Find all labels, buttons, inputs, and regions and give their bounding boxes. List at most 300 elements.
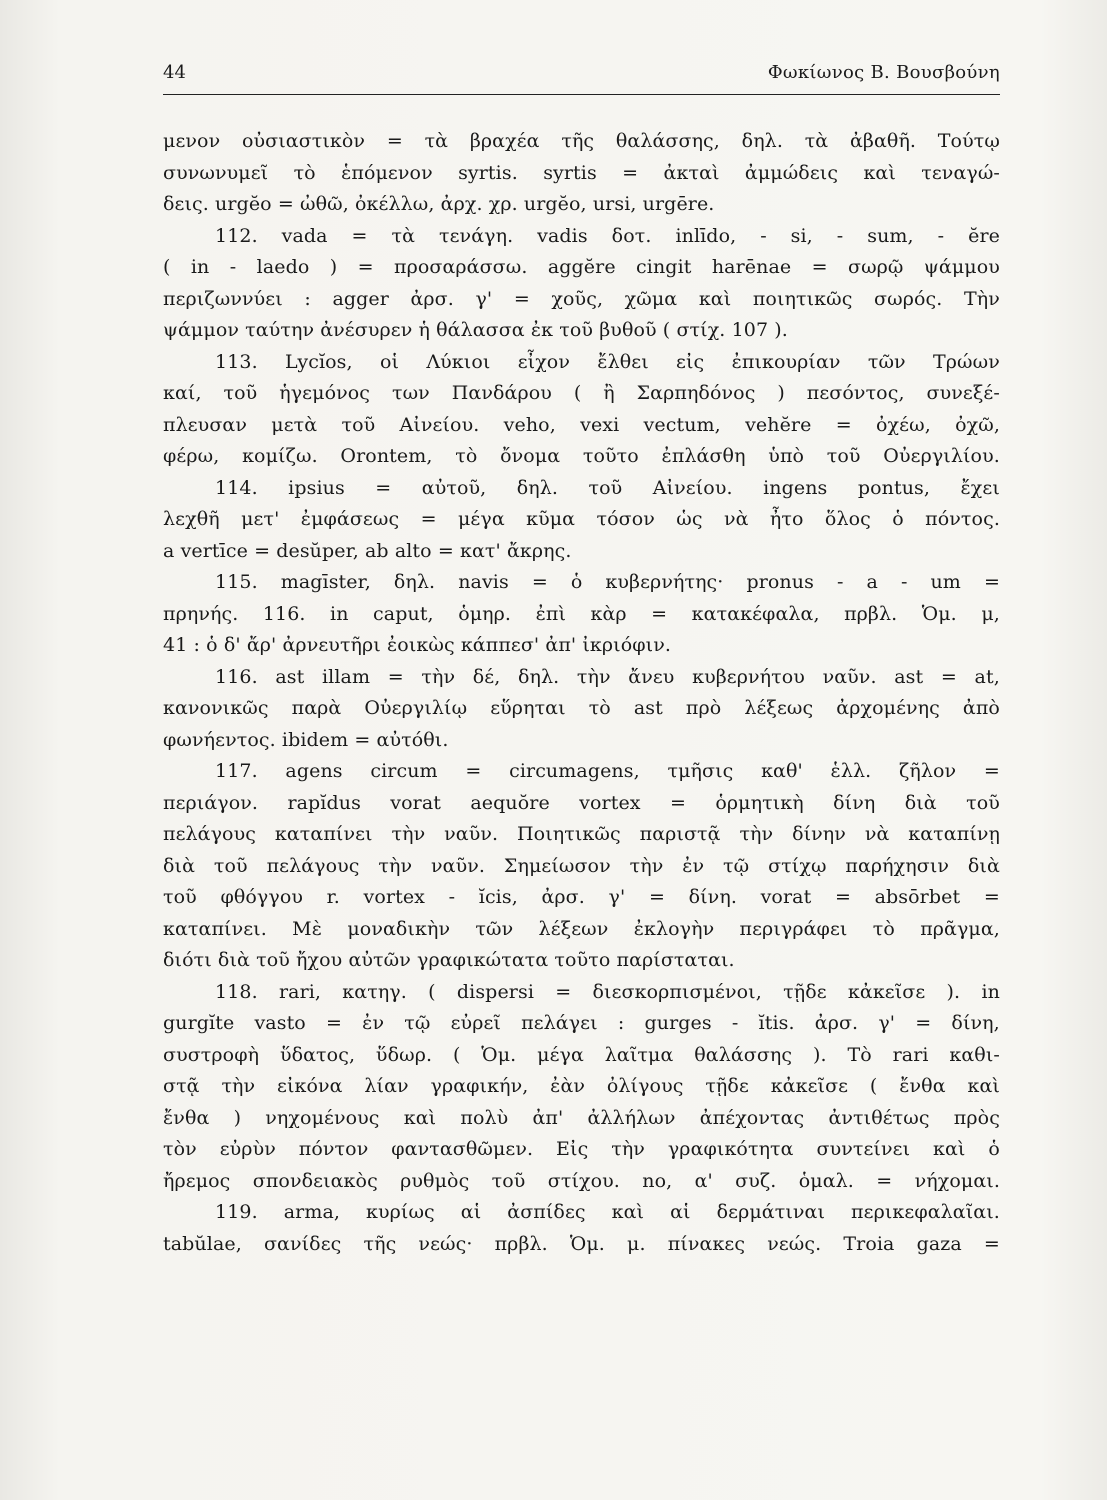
word: νεώς· <box>418 1232 473 1255</box>
word: ἑπόμενον <box>341 161 433 184</box>
word: κἀκεῖσε <box>847 980 926 1003</box>
word: = <box>648 886 665 908</box>
word: ἐν <box>362 1012 385 1034</box>
word: γ' <box>475 287 493 310</box>
word: ὁμηρ. <box>458 602 512 625</box>
word: Ποιητικῶς <box>517 823 621 845</box>
word: ( <box>163 256 171 278</box>
word: λαῖτμα <box>604 1043 674 1066</box>
word: περιζωννύει <box>163 287 283 310</box>
word: τὸ <box>293 161 316 184</box>
word: r. <box>326 886 340 908</box>
word: νὰ <box>723 508 749 530</box>
word: αἱ <box>460 1201 482 1223</box>
word: παριστᾷ <box>639 823 721 845</box>
word: συντείνει <box>816 1138 911 1160</box>
word: ἀρχομένης <box>836 697 940 719</box>
text-line <box>163 851 1000 883</box>
word: χοῦς, <box>551 287 604 310</box>
word: navis <box>458 571 509 593</box>
word: καὶ <box>403 1106 437 1129</box>
word: εὐρὺν <box>219 1138 276 1160</box>
word: um <box>930 571 961 593</box>
word: μέγα <box>457 508 505 530</box>
word: dispersi <box>456 980 534 1003</box>
text-line <box>163 756 1000 788</box>
text-line <box>163 441 1000 473</box>
text-line <box>163 788 1000 820</box>
word: α' <box>694 1169 713 1192</box>
word: νεώς. <box>767 1232 822 1255</box>
word: - <box>731 1012 739 1034</box>
word: ποιητικῶς <box>752 287 853 310</box>
word: τοῦ <box>826 445 861 467</box>
word: - <box>448 886 456 908</box>
word: δηλ. <box>516 476 559 499</box>
word: = <box>983 886 1000 908</box>
word: ). <box>812 1043 827 1066</box>
word: καταπίνει. <box>163 917 267 940</box>
text-line <box>163 914 1000 946</box>
word: Ὁμ. <box>921 602 957 625</box>
word: ἀκταὶ <box>663 161 720 184</box>
word: πρηνής. <box>163 602 239 625</box>
word: 119. <box>215 1201 258 1223</box>
word: gurgĭte <box>163 1012 235 1034</box>
word: agger <box>332 287 389 310</box>
word: ὕδατος, <box>279 1043 356 1066</box>
word: διὰ <box>967 854 1000 877</box>
word: vehĕre <box>745 413 812 436</box>
word: Lycĭos, <box>285 350 353 373</box>
word: ἀρσ. <box>410 287 454 310</box>
text-line <box>163 126 1000 158</box>
word: pontus, <box>857 476 931 499</box>
word: περιγράφει <box>739 917 848 940</box>
text-line: διότι διὰ τοῦ ἤχου αὐτῶν γραφικώτατα τοῦτο παρίσταται. <box>163 949 735 971</box>
word: gurges <box>644 1012 712 1034</box>
word: 113. <box>215 350 258 373</box>
word: προσαράσσω. <box>394 256 528 278</box>
word: διεσκορπισμένοι, <box>592 980 762 1003</box>
word: ἔνθα <box>163 1106 210 1129</box>
word: 112. <box>215 224 258 247</box>
word: - <box>937 224 945 247</box>
text-line <box>163 284 1000 316</box>
word: ἀρσ. <box>814 1012 859 1034</box>
text-line: φωνήεντος. ibidem = αὐτόθι. <box>163 728 449 751</box>
word: πελάγους <box>163 823 256 845</box>
word: λεχθῆ <box>163 508 220 530</box>
word: ζῆλον <box>898 760 957 782</box>
word: veho, <box>503 413 556 436</box>
word: vexi <box>580 413 620 436</box>
word: si, <box>790 224 813 247</box>
word: absōrbet <box>874 886 961 908</box>
word: Τούτῳ <box>937 130 1000 152</box>
word: μενον <box>163 130 221 152</box>
word: καὶ <box>611 1201 645 1223</box>
word: Αἰνείου. <box>652 476 733 499</box>
word: τὴν <box>391 823 426 845</box>
word: ) <box>777 382 785 404</box>
word: καὶ <box>698 287 732 310</box>
word: ἐν <box>682 854 705 877</box>
word: vorat <box>760 886 812 908</box>
word: circum <box>370 760 438 782</box>
word: - <box>760 224 767 247</box>
word: πρὸς <box>953 1106 1000 1129</box>
word: βραχέα <box>469 130 540 152</box>
word: τῷ <box>404 1012 431 1034</box>
word: συνεξέ- <box>926 382 1000 404</box>
word: πελάγει <box>521 1012 598 1034</box>
word: = <box>375 476 392 499</box>
word: = <box>387 665 404 688</box>
word: - <box>836 224 844 247</box>
text-line <box>163 252 1000 284</box>
word: πλευσαν <box>163 413 247 436</box>
word: τῶν <box>867 350 906 373</box>
word: rari, <box>278 980 322 1003</box>
word: magīster, <box>280 571 371 593</box>
word: 118. <box>215 980 258 1003</box>
word: πίνακες <box>667 1232 746 1255</box>
word: κανονικῶς <box>163 697 269 719</box>
word: syrtis. <box>458 161 518 184</box>
text-line <box>163 977 1000 1009</box>
word: vortex <box>363 886 425 908</box>
word: λέξεων <box>538 917 609 940</box>
word: τοῦ <box>491 1169 526 1192</box>
word: κομίζω. <box>242 445 318 467</box>
word: των <box>391 382 430 404</box>
text-line: δεις. urgĕo = ὠθῶ, ὀκέλλω, ἀρχ. χρ. urgĕo, ursi, urgēre. <box>163 193 715 215</box>
word: σωρός. <box>874 287 943 310</box>
word: πολὺ <box>460 1106 509 1129</box>
word: ἀλλήλων <box>587 1106 676 1129</box>
word: κὰρ <box>590 602 627 625</box>
word: ὁ <box>892 508 904 530</box>
running-head: Φωκίωνος Β. Βουσβούνη <box>767 62 1000 83</box>
word: = <box>811 256 828 278</box>
word: καθ' <box>761 760 803 782</box>
word: πελάγους <box>266 854 360 877</box>
word: ὕδωρ. <box>375 1043 433 1066</box>
word: τὸν <box>163 1138 197 1160</box>
word: vortex <box>579 791 641 814</box>
word: τενάγη. <box>439 224 514 247</box>
word: ἦτο <box>769 508 804 530</box>
word: = <box>876 1169 893 1192</box>
word: = <box>420 508 437 530</box>
word: δηλ. <box>517 665 560 688</box>
word: 114. <box>215 476 258 499</box>
word: τὰ <box>391 224 416 247</box>
word: ἀπὸ <box>962 697 1000 719</box>
word: καθι- <box>949 1043 1000 1066</box>
word: cingit <box>636 256 692 278</box>
word: = <box>835 413 852 436</box>
word: παρήχησιν <box>845 854 950 877</box>
word: ἢ <box>603 382 615 404</box>
word: κυβερνήτου <box>692 665 805 688</box>
word: τὴν <box>421 665 456 688</box>
word: = <box>983 1232 1000 1255</box>
word: τὴν <box>378 854 413 877</box>
word: παρὰ <box>291 697 342 719</box>
text-line <box>163 347 1000 379</box>
word: ναῦν. <box>822 665 877 688</box>
text-line <box>163 1134 1000 1166</box>
word: Σαρπηδόνος <box>636 382 756 404</box>
word: εὐρεῖ <box>450 1012 501 1034</box>
body-text <box>163 126 1000 1260</box>
word: τόσον <box>596 508 655 530</box>
page-number: 44 <box>163 62 186 83</box>
word: καταπίνει <box>274 823 373 845</box>
word: ὄνομα <box>500 445 561 467</box>
word: τῇδε <box>783 980 827 1003</box>
word: Λύκιοι <box>426 350 491 373</box>
text-line <box>163 1008 1000 1040</box>
word: συζ. <box>735 1169 777 1192</box>
text-line <box>163 504 1000 536</box>
word: τῷ <box>723 854 750 877</box>
word: Ὁμ. <box>481 1043 517 1066</box>
word: circumagens, <box>509 760 640 782</box>
word: ἄνευ <box>628 665 675 688</box>
word: ast <box>894 665 924 688</box>
word: τῆς <box>363 1232 397 1255</box>
word: τοῦτο <box>582 445 639 467</box>
word: τὴν <box>576 665 611 688</box>
word: τοῦ <box>588 476 623 499</box>
word: illam <box>321 665 371 688</box>
word: οὐσιαστικὸν <box>241 130 366 152</box>
word: ναῦν. <box>444 823 499 845</box>
word: gaza <box>916 1232 962 1255</box>
word: καὶ <box>967 1075 1000 1097</box>
word: Πανδάρου <box>451 382 552 404</box>
text-line <box>163 819 1000 851</box>
word: θαλάσσης, <box>615 130 720 152</box>
word: in <box>981 980 1000 1003</box>
word: ὀχέω, <box>876 413 931 436</box>
word: - <box>836 571 844 593</box>
word: inlīdo, <box>675 224 737 247</box>
text-line <box>163 1166 1000 1198</box>
word: = <box>622 161 639 184</box>
word: ὁμαλ. <box>798 1169 854 1192</box>
word: τῇδε <box>705 1075 749 1097</box>
word: aggĕre <box>547 256 616 278</box>
word: πρᾶγμα, <box>920 917 1000 940</box>
word: δίνη <box>833 791 876 814</box>
word: φέρω, <box>163 445 220 467</box>
word: ὑπὸ <box>768 445 805 467</box>
word: κἀκεῖσε <box>770 1075 849 1097</box>
word: arma, <box>283 1201 341 1223</box>
word: τοῦ <box>341 413 376 436</box>
word: ἀπ' <box>532 1106 564 1129</box>
word: vorat <box>390 791 442 814</box>
word: τοῦ <box>213 854 248 877</box>
word: ἡγεμόνος <box>279 382 371 404</box>
word: ast <box>275 665 305 688</box>
word: in <box>190 256 210 278</box>
word: ἔχει <box>960 476 1000 499</box>
word: στίχῳ <box>768 854 827 877</box>
word: 116. <box>215 665 258 688</box>
word: = <box>669 791 687 814</box>
word: χῶμα <box>624 287 678 310</box>
word: συστροφὴ <box>163 1043 260 1066</box>
word: = <box>531 571 548 593</box>
word: καὶ <box>933 1138 966 1160</box>
word: καταπίνῃ <box>908 823 1000 845</box>
word: Troia <box>843 1232 895 1255</box>
word: ἐπλάσθη <box>661 445 746 467</box>
word: τὴν <box>629 854 664 877</box>
word: πόντος. <box>925 508 1000 530</box>
word: ἀντιθέτως <box>828 1106 930 1129</box>
text-line <box>163 1197 1000 1229</box>
word: ἀβαθῆ. <box>849 130 917 152</box>
word: ast <box>633 697 663 719</box>
word: τὸ <box>455 445 478 467</box>
word: σανίδες <box>263 1232 342 1255</box>
text-line <box>163 1071 1000 1103</box>
word: rapĭdus <box>287 791 361 814</box>
word: τὴν <box>221 1075 256 1097</box>
word: = <box>513 287 530 310</box>
word: δηλ. <box>393 571 436 593</box>
text-line <box>163 378 1000 410</box>
word: ἐκλογὴν <box>633 917 715 940</box>
word: νήχομαι. <box>914 1169 1000 1192</box>
word: κυβερνήτης· <box>605 571 724 593</box>
word: λέξεως <box>744 697 814 719</box>
word: at, <box>974 665 1000 688</box>
word: δίνη, <box>951 1012 1000 1034</box>
word: τοῦ <box>163 886 197 908</box>
word: ἀπέχοντας <box>699 1106 805 1129</box>
word: δέ, <box>472 665 501 688</box>
word: = <box>357 256 374 278</box>
text-line <box>163 662 1000 694</box>
word: vada <box>281 224 328 247</box>
word: ( <box>869 1075 878 1097</box>
word: Orontem, <box>340 445 433 467</box>
word: = <box>834 886 851 908</box>
word: μ, <box>981 602 1000 625</box>
word: ἀσπίδες <box>507 1201 586 1223</box>
word: κατακέφαλα, <box>691 602 820 625</box>
word: ὅλος <box>824 508 871 530</box>
word: ipsius <box>288 476 345 499</box>
word: ( <box>428 980 436 1003</box>
word: Τρώων <box>932 350 1000 373</box>
word: 117. <box>215 760 258 782</box>
word: τεναγώ- <box>921 161 1000 184</box>
word: οἱ <box>379 350 400 373</box>
word: μετὰ <box>271 413 318 436</box>
text-line <box>163 882 1000 914</box>
word: εὕρηται <box>490 697 566 719</box>
word: τὸ <box>872 917 895 940</box>
word: syrtis <box>543 161 597 184</box>
word: τὸ <box>588 697 611 719</box>
text-line <box>163 1103 1000 1135</box>
word: = <box>983 571 1000 593</box>
word: caput, <box>373 602 434 625</box>
word: = <box>983 760 1000 782</box>
word: ἔλθει <box>597 350 649 373</box>
word: Σημείωσον <box>503 854 611 877</box>
word: laedo <box>256 256 310 278</box>
word: harēnae <box>711 256 792 278</box>
word: γραφικήν, <box>430 1075 529 1097</box>
word: a <box>866 571 878 593</box>
word: ἀρσ. <box>541 886 585 908</box>
word: μοναδικὴν <box>347 917 451 940</box>
word: σωρῷ <box>848 256 904 278</box>
word: νηχομένους <box>265 1106 380 1129</box>
word: φαντασθῶμεν. <box>391 1138 534 1160</box>
word: πεσόντος, <box>806 382 905 404</box>
word: ὡς <box>676 508 703 530</box>
word: : <box>304 287 311 310</box>
word: θαλάσσης <box>694 1043 793 1066</box>
word: 115. <box>215 571 258 593</box>
word: sum, <box>867 224 914 247</box>
text-line: 41 : ὁ δ' ἄρ' ἀρνευτῆρι ἐοικὼς κάππεσ' ἀπ' ἰκριόφιν. <box>163 634 671 656</box>
text-line <box>163 473 1000 505</box>
word: = <box>651 602 668 625</box>
word: τὴν <box>611 1138 645 1160</box>
word: γραφικότητα <box>667 1138 794 1160</box>
word: agens <box>285 760 343 782</box>
word: tabŭlae, <box>163 1232 242 1255</box>
word: Οὐεργιλίου. <box>883 445 1000 467</box>
word: δηλ. <box>741 130 783 152</box>
word: - <box>900 571 908 593</box>
word: = <box>386 130 403 152</box>
word: ψάμμου <box>923 256 1000 278</box>
word: no, <box>642 1169 673 1192</box>
text-line <box>163 221 1000 253</box>
text-line: a vertīce = desŭper, ab alto = κατ' ἄκρης. <box>163 539 572 562</box>
word: τῆς <box>561 130 595 152</box>
word: συνωνυμεῖ <box>163 161 269 184</box>
word: γ' <box>878 1012 896 1034</box>
word: rari <box>892 1043 929 1066</box>
word: - <box>229 256 237 278</box>
word: πόντον <box>298 1138 369 1160</box>
word: = <box>351 224 368 247</box>
word: ὀλίγους <box>606 1075 684 1097</box>
word: ρυθμὸς <box>400 1169 470 1192</box>
word: ĭcis, <box>478 886 518 908</box>
word: in <box>330 602 349 625</box>
word: ĕre <box>968 224 1000 247</box>
text-line <box>163 158 1000 190</box>
word: = <box>325 1012 343 1034</box>
word: αὐτοῦ, <box>421 476 487 499</box>
word: ἐπὶ <box>535 602 566 625</box>
word: δοτ. <box>611 224 652 247</box>
